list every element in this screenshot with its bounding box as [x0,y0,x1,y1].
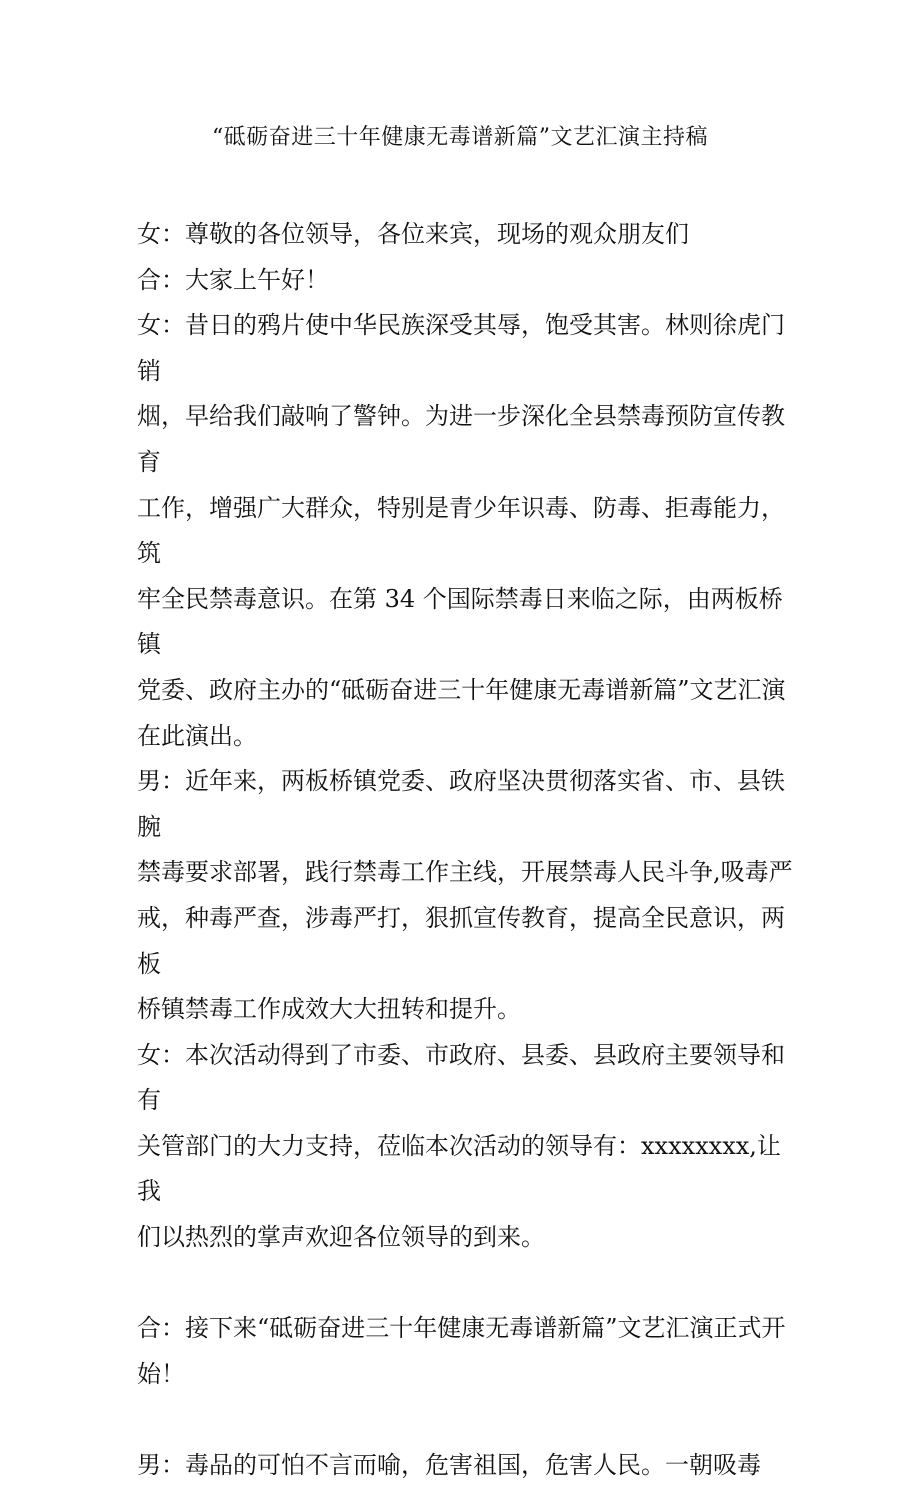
text-line: 女：尊敬的各位领导，各位来宾，现场的观众朋友们 [137,220,689,248]
document-body [137,212,797,1489]
text-line: 女：本次活动得到了市委、市政府、县委、县政府主要领导和有 [137,1040,785,1115]
text-line: 合：大家上午好！ [137,265,329,294]
document-title: “砥砺奋进三十年健康无毒谱新篇”文艺汇演主持稿 [212,125,708,150]
text-line: 戒，种毒严查，涉毒严打，狠抓宣传教育，提高全民意识，两板 [137,903,785,978]
text-line: 合：接下来“砥砺奋进三十年健康无毒谱新篇”文艺汇演正式开 [137,1314,786,1343]
text-line: 关管部门的大力支持，莅临本次活动的领导有：xxxxxxxx,让我 [137,1131,781,1206]
text-line: 男：毒品的可怕不言而喻，危害祖国，危害人民。一朝吸毒 [137,1451,761,1480]
text-line: 男：近年来，两板桥镇党委、政府坚决贯彻落实省、市、县铁腕 [137,767,785,841]
blank-line [137,1261,797,1307]
text-line: 始！ [137,1359,185,1388]
text-line: 禁毒要求部署，践行禁毒工作主线，开展禁毒人民斗争,吸毒严 [137,858,793,887]
text-line: 工作，增强广大群众，特别是青少年识毒、防毒、拒毒能力，筑 [137,493,785,568]
text-line: 在此演出。 [137,721,257,750]
text-line: 们以热烈的掌声欢迎各位领导的到来。 [137,1223,545,1252]
text-line: 女：昔日的鸦片使中华民族深受其辱，饱受其害。林则徐虎门销 [137,311,785,385]
text-line: 烟，早给我们敲响了警钟。为进一步深化全县禁毒预防宣传教育 [137,402,785,476]
text-line: 桥镇禁毒工作成效大大扭转和提升。 [137,995,521,1024]
text-line: 牢全民禁毒意识。在第 34 个国际禁毒日来临之际，由两板桥镇 [137,584,783,659]
text-line: 党委、政府主办的“砥砺奋进三十年健康无毒谱新篇”文艺汇演 [137,675,786,704]
blank-line [137,1397,797,1443]
